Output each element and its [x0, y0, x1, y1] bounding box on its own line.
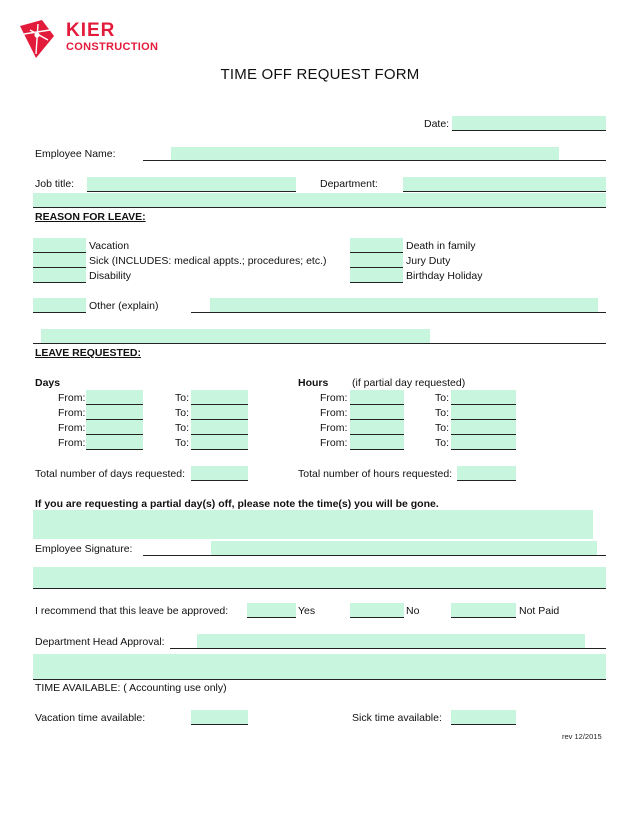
days-heading: Days	[35, 377, 61, 389]
no-check[interactable]	[350, 603, 404, 617]
job-title-label: Job title:	[35, 178, 75, 190]
date-label: Date:	[424, 118, 450, 130]
yes-check-line	[247, 617, 296, 618]
hours-from-label: From:	[320, 437, 348, 449]
hours-from-field[interactable]	[350, 420, 404, 434]
days-from-field[interactable]	[86, 390, 143, 404]
section-band-3	[33, 654, 606, 679]
days-from-label: From:	[58, 422, 86, 434]
hours-to-field[interactable]	[451, 435, 516, 449]
job-title-field[interactable]	[87, 177, 296, 191]
no-label: No	[406, 605, 420, 617]
days-to-field[interactable]	[191, 420, 248, 434]
other-explain-field-2[interactable]	[41, 329, 430, 343]
hours-to-field[interactable]	[451, 390, 516, 404]
employee-name-field[interactable]	[171, 147, 559, 160]
time-available-header: TIME AVAILABLE: ( Accounting use only)	[35, 682, 227, 694]
vacation-available-line	[191, 724, 248, 725]
no-check-line	[350, 617, 404, 618]
total-hours-label: Total number of hours requested:	[298, 468, 453, 480]
days-to-field[interactable]	[191, 435, 248, 449]
partial-time-field[interactable]	[33, 510, 593, 539]
employee-name-label: Employee Name:	[35, 148, 116, 160]
recommend-label: I recommend that this leave be approved:	[35, 605, 229, 617]
days-from-field[interactable]	[86, 435, 143, 449]
section-band-1	[33, 193, 606, 207]
other-check[interactable]	[33, 298, 86, 312]
jury-label: Jury Duty	[406, 255, 451, 267]
other-check-line	[33, 312, 86, 313]
dept-head-label: Department Head Approval:	[35, 636, 165, 648]
total-hours-field[interactable]	[457, 466, 516, 480]
sick-check[interactable]	[33, 253, 86, 267]
not-paid-check[interactable]	[451, 603, 516, 617]
other-explain-underline-2	[33, 343, 606, 344]
days-to-label: To:	[175, 422, 190, 434]
hours-to-field[interactable]	[451, 420, 516, 434]
sick-available-label: Sick time available:	[352, 712, 442, 724]
days-from-label: From:	[58, 437, 86, 449]
hours-to-label: To:	[435, 437, 450, 449]
death-check[interactable]	[350, 238, 403, 252]
revision-note: rev 12/2015	[562, 732, 602, 741]
days-to-line	[191, 449, 248, 450]
department-underline	[403, 191, 606, 192]
days-from-label: From:	[58, 407, 86, 419]
total-days-line	[191, 480, 248, 481]
partial-note: If you are requesting a partial day(s) off, please note the time(s) you will be gone.	[35, 498, 439, 510]
days-to-label: To:	[175, 407, 190, 419]
section-band-2	[33, 567, 606, 588]
total-days-field[interactable]	[191, 466, 248, 480]
vacation-available-label: Vacation time available:	[35, 712, 146, 724]
not-paid-check-line	[451, 617, 516, 618]
date-field[interactable]	[452, 116, 606, 130]
logo-mark-icon	[18, 18, 62, 60]
partial-day-note: (if partial day requested)	[352, 377, 466, 389]
disability-check[interactable]	[33, 268, 86, 282]
birthday-check[interactable]	[350, 268, 403, 282]
days-from-label: From:	[58, 392, 86, 404]
vacation-check[interactable]	[33, 238, 86, 252]
section-rule-2	[33, 588, 606, 589]
logo-subtitle: CONSTRUCTION	[66, 41, 159, 53]
other-explain-field[interactable]	[210, 298, 598, 312]
hours-from-label: From:	[320, 407, 348, 419]
section-rule-1	[33, 207, 606, 208]
jury-check[interactable]	[350, 253, 403, 267]
birthday-check-line	[350, 282, 403, 283]
hours-to-label: To:	[435, 407, 450, 419]
death-label: Death in family	[406, 240, 476, 252]
department-field[interactable]	[403, 177, 606, 191]
signature-label: Employee Signature:	[35, 543, 133, 555]
yes-label: Yes	[298, 605, 316, 617]
hours-heading: Hours	[298, 377, 329, 389]
reason-for-leave-header: REASON FOR LEAVE:	[35, 211, 146, 223]
disability-check-line	[33, 282, 86, 283]
hours-to-field[interactable]	[451, 405, 516, 419]
hours-to-label: To:	[435, 392, 450, 404]
logo-name: KIER	[66, 20, 116, 41]
yes-check[interactable]	[247, 603, 296, 617]
employee-name-underline	[143, 160, 606, 161]
job-title-underline	[87, 191, 296, 192]
hours-from-label: From:	[320, 392, 348, 404]
hours-from-line	[350, 449, 404, 450]
sick-label: Sick (INCLUDES: medical appts.; procedures; etc.)	[89, 255, 327, 267]
hours-to-line	[451, 449, 516, 450]
dept-head-field[interactable]	[197, 634, 585, 648]
section-rule-3	[33, 679, 606, 680]
days-to-field[interactable]	[191, 405, 248, 419]
sick-available-field[interactable]	[451, 710, 516, 724]
not-paid-label: Not Paid	[519, 605, 560, 617]
hours-from-field[interactable]	[350, 405, 404, 419]
dept-head-underline	[170, 648, 606, 649]
total-hours-line	[457, 480, 516, 481]
days-from-field[interactable]	[86, 405, 143, 419]
hours-from-field[interactable]	[350, 435, 404, 449]
total-days-label: Total number of days requested:	[35, 468, 186, 480]
hours-from-label: From:	[320, 422, 348, 434]
leave-requested-header: LEAVE REQUESTED:	[35, 347, 141, 359]
birthday-label: Birthday Holiday	[406, 270, 483, 282]
days-to-label: To:	[175, 437, 190, 449]
hours-from-field[interactable]	[350, 390, 404, 404]
sick-available-line	[451, 724, 516, 725]
vacation-label: Vacation	[89, 240, 130, 252]
date-underline	[452, 130, 606, 131]
department-label: Department:	[320, 178, 378, 190]
signature-underline	[143, 555, 606, 556]
days-to-field[interactable]	[191, 390, 248, 404]
vacation-available-field[interactable]	[191, 710, 248, 724]
disability-label: Disability	[89, 270, 132, 282]
days-from-field[interactable]	[86, 420, 143, 434]
days-from-line	[86, 449, 143, 450]
hours-to-label: To:	[435, 422, 450, 434]
page-title: TIME OFF REQUEST FORM	[220, 66, 420, 83]
signature-field[interactable]	[211, 541, 597, 555]
other-label: Other (explain)	[89, 300, 159, 312]
days-to-label: To:	[175, 392, 190, 404]
other-explain-underline	[191, 312, 606, 313]
